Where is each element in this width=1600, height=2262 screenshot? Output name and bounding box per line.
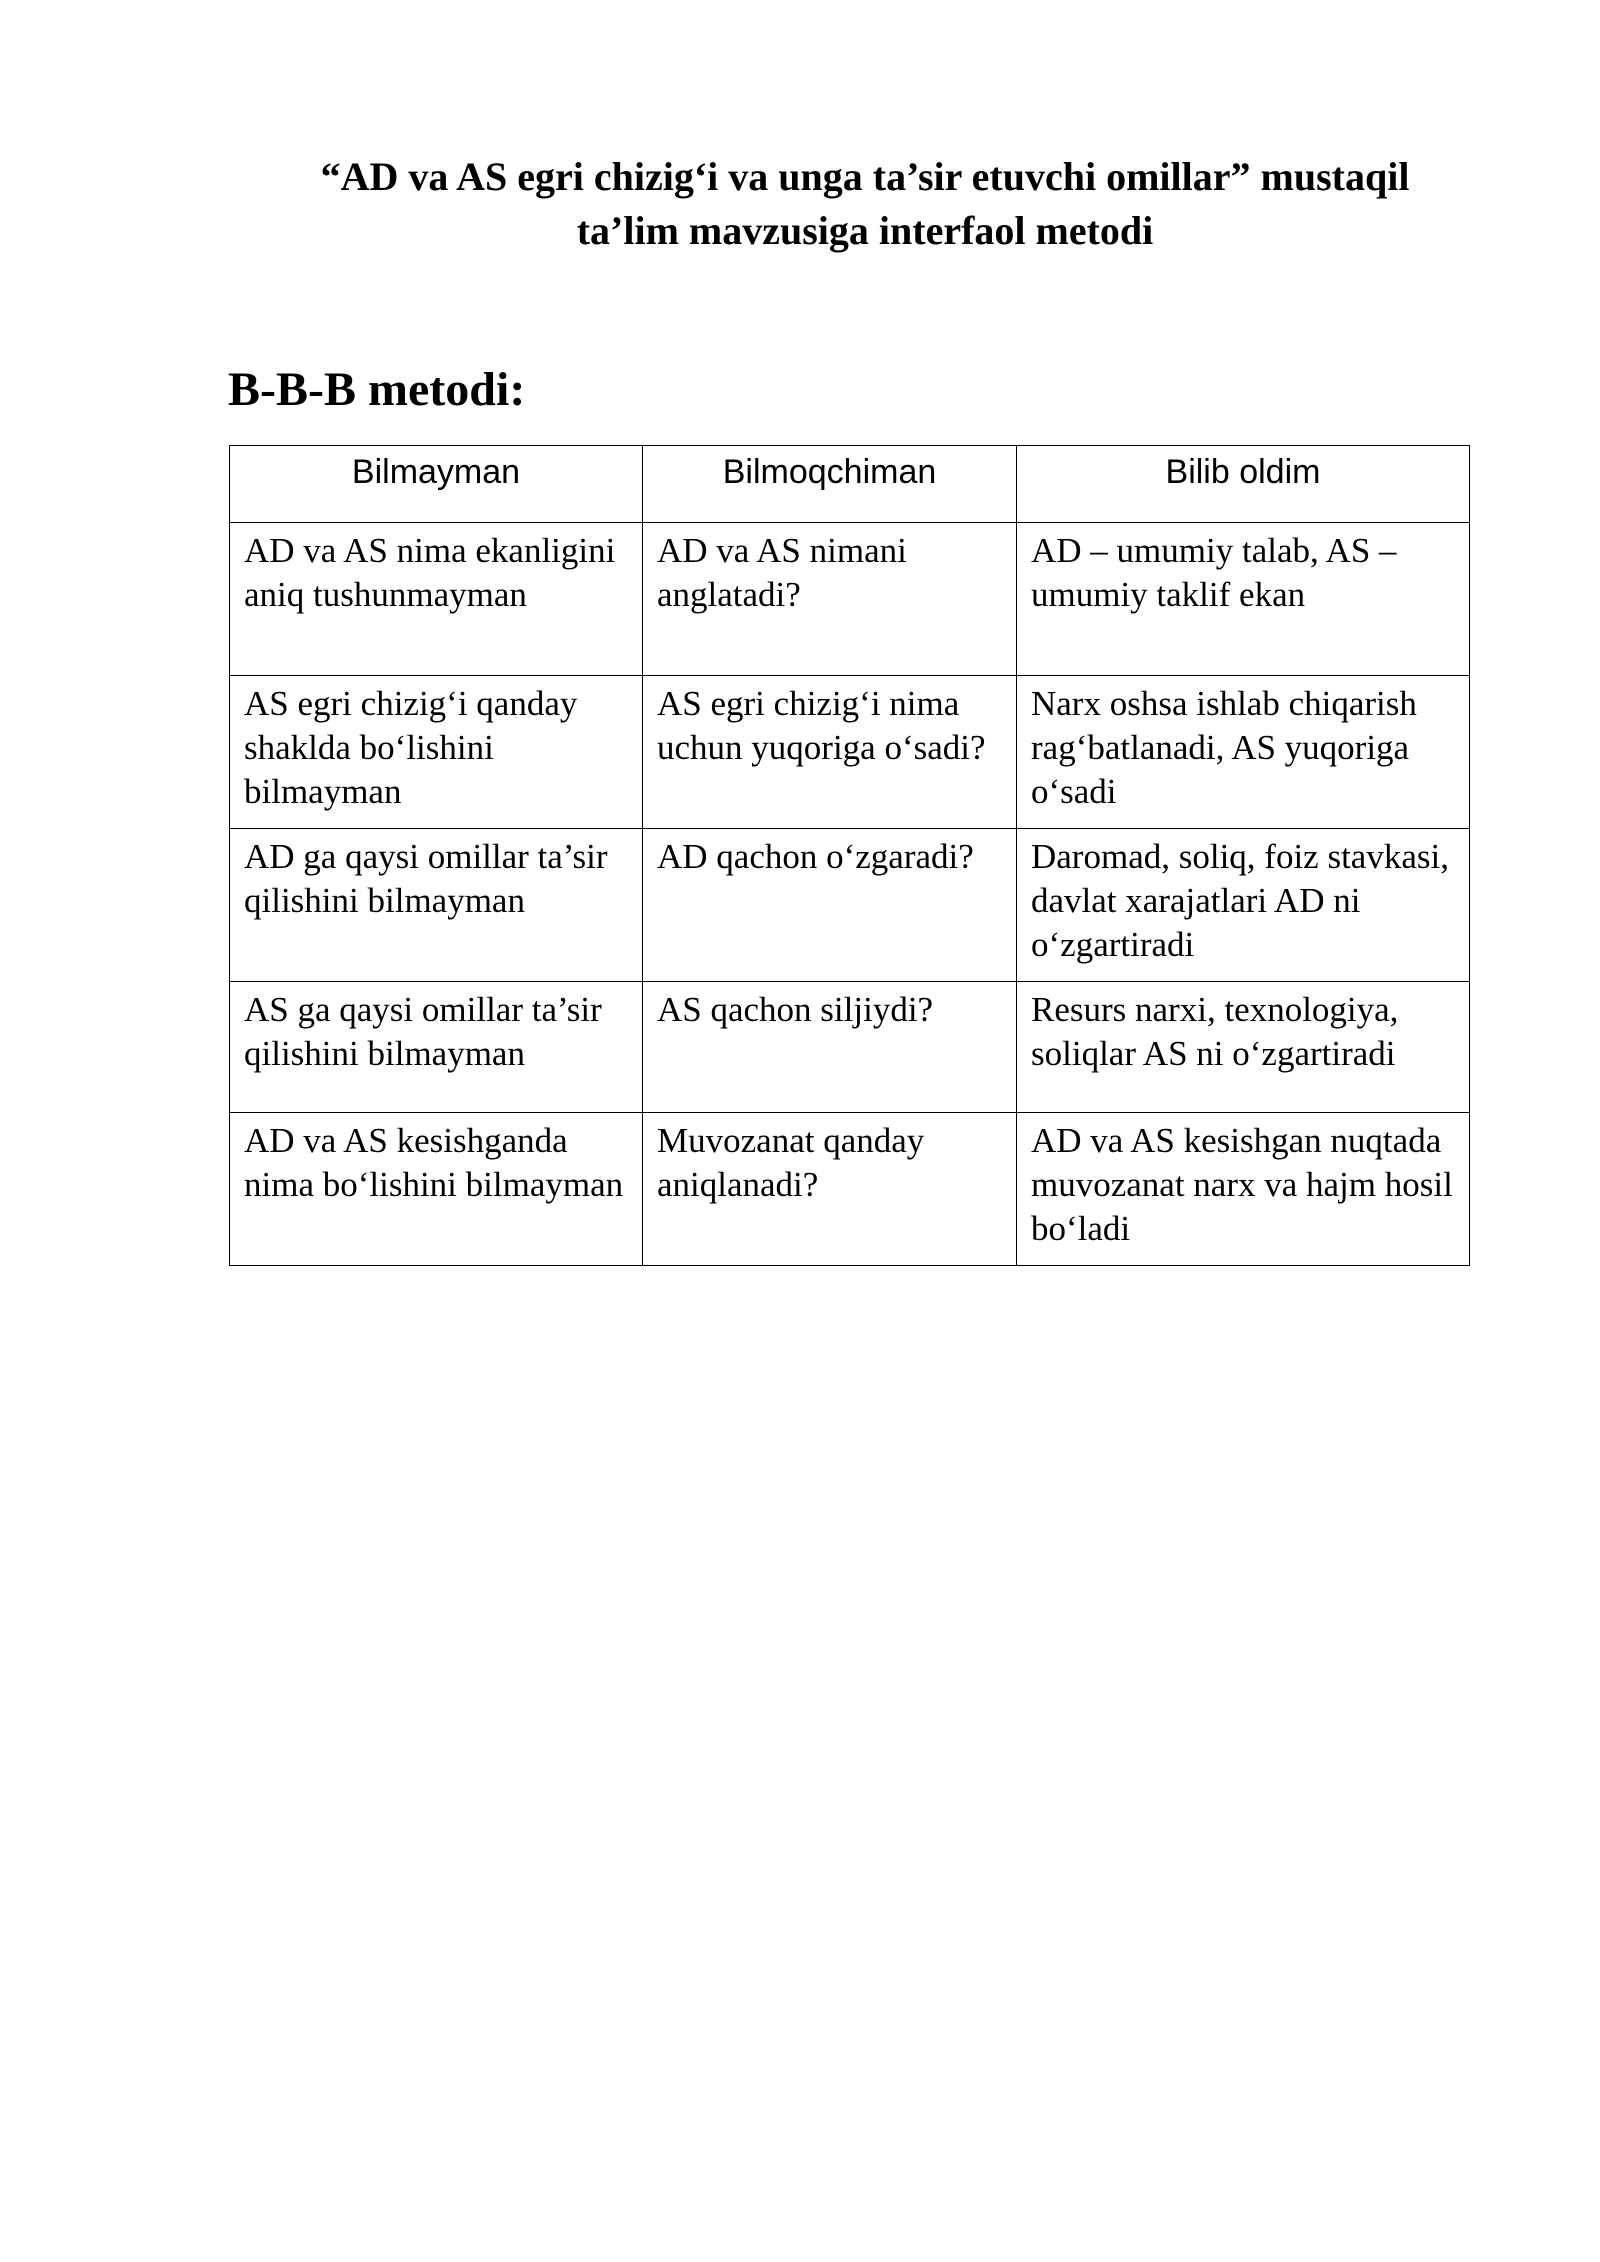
table-cell: AS qachon siljiydi? (643, 982, 1017, 1113)
table-cell: Resurs narxi, texnologiya, soliqlar AS ni o‘zgartiradi (1017, 982, 1470, 1113)
page-title (230, 150, 1500, 258)
table-cell: AD va AS nimani anglatadi? (643, 523, 1017, 676)
table-row (230, 1113, 1470, 1266)
page-title-line-1: “AD va AS egri chizig‘i va unga ta’sir etuvchi omillar” mustaqil (320, 154, 1410, 199)
table-cell: AD va AS kesishganda nima bo‘lishini bilmayman (230, 1113, 643, 1266)
table-cell: AD va AS kesishgan nuqtada muvozanat narx va hajm hosil bo‘ladi (1017, 1113, 1470, 1266)
table-row (230, 676, 1470, 829)
column-header-bilib-oldim: Bilib oldim (1017, 446, 1470, 523)
table-cell: AS ga qaysi omillar ta’sir qilishini bilmayman (230, 982, 643, 1113)
table-cell: AD qachon o‘zgaradi? (643, 829, 1017, 982)
page-title-line-2: ta’lim mavzusiga interfaol metodi (576, 208, 1154, 253)
column-header-bilmayman: Bilmayman (230, 446, 643, 523)
table-header-row (230, 446, 1470, 523)
section-heading: B-B-B metodi: (228, 363, 526, 416)
column-header-bilmoqchiman: Bilmoqchiman (643, 446, 1017, 523)
table-cell: Muvozanat qanday aniqlanadi? (643, 1113, 1017, 1266)
table-cell: AS egri chizig‘i nima uchun yuqoriga o‘sadi? (643, 676, 1017, 829)
bbb-method-table (229, 445, 1470, 1266)
table-row (230, 523, 1470, 676)
table-cell: AS egri chizig‘i qanday shaklda bo‘lishini bilmayman (230, 676, 643, 829)
table-cell: Daromad, soliq, foiz stavkasi, davlat xarajatlari AD ni o‘zgartiradi (1017, 829, 1470, 982)
table-cell: Narx oshsa ishlab chiqarish rag‘batlanadi, AS yuqoriga o‘sadi (1017, 676, 1470, 829)
table-cell: AD va AS nima ekanligini aniq tushunmayman (230, 523, 643, 676)
table-cell: AD – umumiy talab, AS – umumiy taklif ekan (1017, 523, 1470, 676)
table-row (230, 982, 1470, 1113)
table-cell: AD ga qaysi omillar ta’sir qilishini bilmayman (230, 829, 643, 982)
table-row (230, 829, 1470, 982)
